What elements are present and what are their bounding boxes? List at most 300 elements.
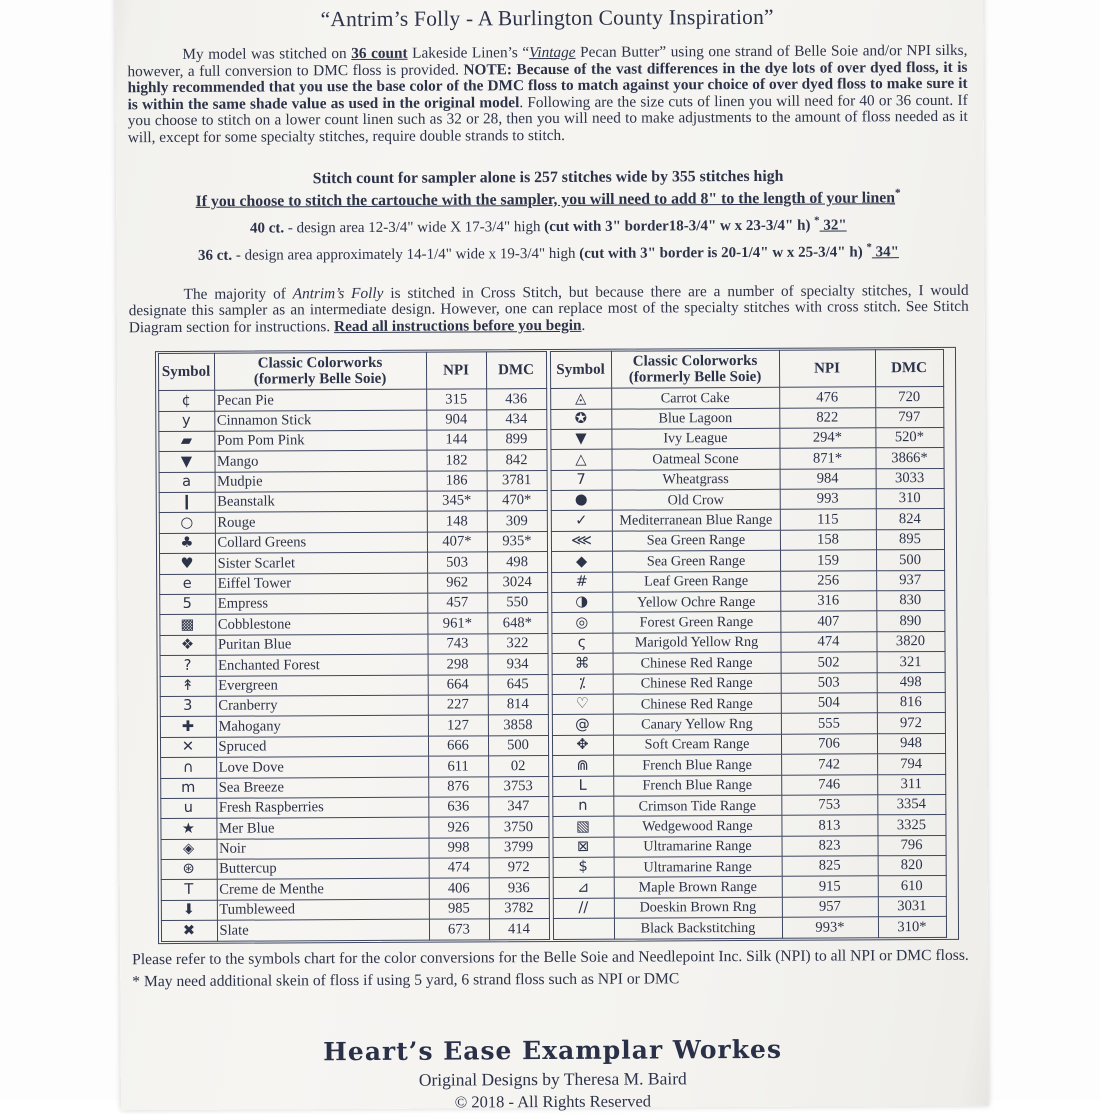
color-name-cell: Doeskin Brown Rng <box>614 897 782 918</box>
header-row <box>158 352 546 391</box>
color-name-cell: Ultramarine Range <box>614 836 782 857</box>
symbol-cell: ⊿ <box>553 878 614 899</box>
dmc-cell: 972 <box>489 858 549 879</box>
table-row <box>551 631 944 653</box>
table-row <box>160 694 548 716</box>
color-name-cell: Cobblestone <box>215 614 427 636</box>
symbol-cell: ○ <box>159 513 215 534</box>
table-row <box>160 654 548 676</box>
table-row <box>158 409 546 431</box>
colorworks-column-header <box>611 350 779 388</box>
npi-cell: 476 <box>779 387 875 408</box>
dmc-cell: 948 <box>877 733 945 754</box>
dmc-cell: 3750 <box>488 817 548 838</box>
color-name-cell: Marigold Yellow Rng <box>612 632 780 653</box>
dmc-cell: 3354 <box>877 794 945 815</box>
symbol-cell: ✥ <box>552 735 613 756</box>
text-segment: is stitched in Cross Stitch, but because there are a number of specialty stitches, I would designate this sampler as an intermediate design. However, one can replace most of the specialty stitches with cross stitch. See Stitch Diagram section for instructions. <box>128 281 969 337</box>
dmc-cell: 311 <box>877 774 945 795</box>
color-name-cell: Cinnamon Stick <box>214 410 426 432</box>
npi-cell: 503 <box>781 672 877 693</box>
dmc-cell: 824 <box>876 509 944 530</box>
symbol-cell: ∩ <box>160 757 216 778</box>
stitch-count-line: Stitch count for sampler alone is 257 stitches wide by 355 stitches high <box>312 167 784 187</box>
dmc-cell: 830 <box>876 590 944 611</box>
dmc-cell: 3866* <box>875 448 943 469</box>
dmc-cell: 610 <box>878 876 946 897</box>
color-name-cell: Mudpie <box>215 471 427 493</box>
symbol-cell: ⊠ <box>553 837 614 858</box>
symbol-cell: ⁒ <box>552 674 613 695</box>
table-row <box>551 509 944 531</box>
symbol-cell: ✓ <box>551 511 612 532</box>
header-row <box>550 350 943 389</box>
text-segment: Antrim’s Folly <box>292 284 384 303</box>
npi-cell: 823 <box>782 836 878 857</box>
npi-cell: 298 <box>428 654 488 675</box>
table-row <box>552 733 945 755</box>
table-row <box>159 470 547 492</box>
npi-cell: 144 <box>426 430 486 451</box>
symbol-cell: ⋒ <box>552 755 613 776</box>
table-row <box>552 794 945 816</box>
size-36ct-line <box>128 238 968 265</box>
color-name-cell: Chinese Red Range <box>613 693 781 714</box>
npi-cell: 926 <box>428 817 488 838</box>
npi-cell: 636 <box>428 797 488 818</box>
colorworks-header-line2: (formerly Belle Soie) <box>628 369 762 386</box>
symbol-cell: ● <box>551 490 612 511</box>
color-name-cell: Black Backstitching <box>614 918 782 939</box>
dmc-cell: 500 <box>876 550 944 571</box>
text-segment: (cut with 3" border18-3/4" w x 23-3/4" h) <box>544 217 815 235</box>
table-row <box>161 878 549 900</box>
table-row <box>551 489 944 511</box>
text-segment: Pecan Butter” using one strand of Belle Soie and/or NPI silks, however, a full conversion to DMC floss is provided. <box>127 41 968 80</box>
npi-cell: 345* <box>427 491 487 512</box>
symbol-cell: ◎ <box>551 613 612 634</box>
dmc-cell: 310* <box>878 917 946 938</box>
npi-cell: 993* <box>782 917 878 938</box>
text-segment: Read all instructions before you begin <box>333 316 582 336</box>
color-name-cell: Sister Scarlet <box>215 552 427 574</box>
symbol-cell: ⬇ <box>161 900 217 921</box>
symbol-cell: ▼ <box>158 452 214 473</box>
dmc-cell: 645 <box>488 674 548 695</box>
table-row <box>553 917 946 939</box>
npi-column-header: NPI <box>779 350 875 388</box>
dmc-cell: 3024 <box>487 572 547 593</box>
dmc-cell: 3033 <box>876 468 944 489</box>
table-row <box>159 491 547 513</box>
symbol-cell: // <box>553 898 614 919</box>
dmc-cell: 470* <box>487 491 547 512</box>
table-row <box>160 674 548 696</box>
color-name-cell: Sea Breeze <box>216 777 428 799</box>
dmc-cell: 310 <box>876 489 944 510</box>
npi-cell: 115 <box>780 509 876 530</box>
dmc-cell: 347 <box>488 796 548 817</box>
publisher-logo: Heart’s Ease Examplar Workes <box>323 1034 783 1067</box>
symbol-cell: ▼ <box>550 429 611 450</box>
table-row <box>160 715 548 737</box>
dmc-cell: 309 <box>487 511 547 532</box>
cartouche-line <box>128 186 968 211</box>
npi-column-header: NPI <box>426 352 486 389</box>
dmc-cell: 02 <box>488 756 548 777</box>
symbol-cell: u <box>160 798 216 819</box>
copyright-line: © 2018 - All Rights Reserved <box>454 1091 652 1112</box>
color-conversion-table <box>155 346 959 944</box>
table-row <box>552 713 945 735</box>
colorworks-header-line1: Classic Colorworks <box>257 354 383 372</box>
text-segment: * <box>814 214 820 227</box>
dmc-cell: 895 <box>876 529 944 550</box>
left-color-table <box>157 351 549 942</box>
color-name-cell: Blue Lagoon <box>611 408 779 429</box>
color-name-cell: Sea Green Range <box>612 530 780 551</box>
symbol-cell: ς <box>551 633 612 654</box>
npi-cell: 993 <box>780 489 876 510</box>
colorworks-column-header <box>214 352 426 390</box>
color-name-cell: Collard Greens <box>215 532 427 554</box>
color-name-cell: Love Dove <box>216 756 428 778</box>
color-name-cell: Leaf Green Range <box>612 571 780 592</box>
dmc-cell: 322 <box>487 633 547 654</box>
table-row <box>158 429 546 451</box>
dmc-cell: 498 <box>877 672 945 693</box>
dmc-cell: 500 <box>488 735 548 756</box>
table-row <box>553 876 946 898</box>
npi-cell: 474 <box>429 858 489 879</box>
npi-cell: 182 <box>426 450 486 471</box>
dmc-cell: 3820 <box>876 631 944 652</box>
right-color-table <box>549 349 946 940</box>
dmc-cell: 648* <box>487 613 547 634</box>
dmc-cell: 899 <box>486 429 546 450</box>
difficulty-paragraph <box>129 283 969 337</box>
dmc-cell: 3781 <box>487 470 547 491</box>
npi-cell: 159 <box>780 550 876 571</box>
table-row <box>553 835 946 857</box>
text-segment: 36 count <box>351 44 408 63</box>
color-name-cell: Rouge <box>215 512 427 534</box>
npi-cell: 984 <box>780 468 876 489</box>
symbol-cell: ★ <box>160 819 216 840</box>
dmc-cell: 972 <box>877 713 945 734</box>
table-row <box>551 529 944 551</box>
npi-cell: 753 <box>781 795 877 816</box>
npi-cell: 315 <box>426 389 486 410</box>
asterisk-note: * May need additional skein of floss if using 5 yard, 6 strand floss such as NPI or DMC <box>132 970 680 991</box>
color-name-cell: Creme de Menthe <box>217 879 429 901</box>
dmc-cell: 498 <box>487 552 547 573</box>
color-name-cell: Puritan Blue <box>215 634 427 656</box>
dmc-cell: 816 <box>877 692 945 713</box>
text-segment: NOTE: Because of the vast differences in the dye lots of over dyed floss, it is highly recommended that you use the base color of the DMC floss to match against your choice of over dyed floss to make sure it is within the same shade value as used in the original model <box>127 58 968 113</box>
npi-cell: 915 <box>782 876 878 897</box>
dmc-cell: 550 <box>487 593 547 614</box>
text-segment: . Following are the size cuts of linen you will need for 40 or 36 count. If you choose to stitch on a lower count linen such as 32 or 28, then you will need to make adjustments to the amount of floss needed as it will, except for some specialty stitches, require double strands to stitch. <box>127 91 968 147</box>
npi-cell: 407 <box>780 611 876 632</box>
symbol-cell: n <box>552 796 613 817</box>
text-segment: 32" <box>819 217 847 234</box>
table-row <box>550 427 943 449</box>
table-row <box>551 468 944 490</box>
dmc-cell: 936 <box>489 878 549 899</box>
npi-cell: 611 <box>428 756 488 777</box>
table-row <box>553 856 946 878</box>
color-name-cell: Carrot Cake <box>611 387 779 408</box>
table-row <box>161 837 549 859</box>
table-row <box>160 817 548 839</box>
dmc-cell: 814 <box>488 694 548 715</box>
color-name-cell: Forest Green Range <box>612 612 780 633</box>
npi-cell: 474 <box>780 632 876 653</box>
table-row <box>160 756 548 778</box>
color-name-cell: Mango <box>214 450 426 472</box>
symbols-chart-note: Please refer to the symbols chart for the color conversions for the Belle Soie and Needlepoint Inc. Silk (NPI) to all NPI or DMC floss. <box>132 946 969 969</box>
table-row <box>161 919 549 941</box>
table-row <box>551 590 944 612</box>
table-row <box>552 692 945 714</box>
table-row <box>553 896 946 918</box>
color-name-cell: Ivy League <box>611 428 779 449</box>
text-segment: 34" <box>871 244 899 261</box>
symbol-cell: ↟ <box>160 676 216 697</box>
color-name-cell: Fresh Raspberries <box>216 797 428 819</box>
npi-cell: 186 <box>427 471 487 492</box>
npi-cell: 743 <box>427 634 487 655</box>
symbol-cell <box>553 918 614 939</box>
table-row <box>160 735 548 757</box>
npi-cell: 825 <box>782 856 878 877</box>
npi-cell: 294* <box>779 428 875 449</box>
color-name-cell: Noir <box>217 838 429 860</box>
dmc-cell: 520* <box>875 427 943 448</box>
table-row <box>159 531 547 553</box>
table-row <box>552 652 945 674</box>
text-segment: (cut with 3" border is 20-1/4" w x 25-3/4" h) <box>579 244 867 262</box>
npi-cell: 504 <box>781 693 877 714</box>
npi-cell: 457 <box>427 593 487 614</box>
intro-paragraph <box>127 43 968 147</box>
dmc-cell: 436 <box>486 389 546 410</box>
npi-cell: 407* <box>427 532 487 553</box>
npi-cell: 503 <box>427 552 487 573</box>
color-name-cell: Cranberry <box>216 695 428 717</box>
dmc-cell: 414 <box>489 919 549 940</box>
color-name-cell: French Blue Range <box>613 754 781 775</box>
color-name-cell: Mahogany <box>216 716 428 738</box>
text-segment: - design area approximately 14-1/4" wide x 19-3/4" high <box>232 245 580 264</box>
dmc-cell: 796 <box>877 835 945 856</box>
color-name-cell: Chinese Red Range <box>613 652 781 673</box>
table-row <box>161 858 549 880</box>
color-name-cell: Pom Pom Pink <box>214 430 426 452</box>
dmc-cell: 3325 <box>877 815 945 836</box>
dmc-cell: 720 <box>875 387 943 408</box>
symbol-cell: ⌘ <box>552 653 613 674</box>
symbol-column-header: Symbol <box>550 351 611 388</box>
symbol-cell: ✖ <box>161 921 217 942</box>
dmc-column-header: DMC <box>875 350 943 387</box>
text-segment: 36 ct. <box>197 247 233 264</box>
table-row <box>551 570 944 592</box>
dmc-cell: 890 <box>876 611 944 632</box>
text-segment: If you choose to stitch the cartouche with the sampler, you will need to add 8" to the length of your linen <box>195 189 896 210</box>
table-row <box>550 448 943 470</box>
table-row <box>159 633 547 655</box>
color-name-cell: Old Crow <box>612 489 780 510</box>
text-segment: . <box>581 316 586 334</box>
dmc-cell: 434 <box>486 409 546 430</box>
npi-cell: 406 <box>429 878 489 899</box>
table-row <box>159 552 547 574</box>
text-segment: * <box>894 186 901 199</box>
color-name-cell: Mer Blue <box>216 817 428 839</box>
dmc-cell: 3799 <box>489 837 549 858</box>
color-name-cell: French Blue Range <box>613 775 781 796</box>
color-name-cell: Canary Yellow Rng <box>613 714 781 735</box>
color-name-cell: Pecan Pie <box>214 389 426 411</box>
table-row <box>551 550 944 572</box>
npi-cell: 822 <box>779 407 875 428</box>
color-name-cell: Eiffel Tower <box>215 573 427 595</box>
color-name-cell: Soft Cream Range <box>613 734 781 755</box>
symbol-cell: ♡ <box>552 694 613 715</box>
table-row <box>552 774 945 796</box>
dmc-cell: 3753 <box>488 776 548 797</box>
color-name-cell: Tumbleweed <box>217 899 429 921</box>
symbol-cell: 3 <box>160 696 216 717</box>
symbol-cell: ◆ <box>551 551 612 572</box>
npi-cell: 256 <box>780 570 876 591</box>
colorworks-header-line2: (formerly Belle Soie) <box>253 370 387 388</box>
table-row <box>550 387 943 409</box>
npi-cell: 957 <box>782 897 878 918</box>
color-name-cell: Evergreen <box>216 675 428 697</box>
size-40ct-line <box>128 211 968 238</box>
dmc-cell: 937 <box>876 570 944 591</box>
npi-cell: 962 <box>427 572 487 593</box>
text-segment: 40 ct. <box>249 220 285 237</box>
table-row <box>161 898 549 920</box>
colorworks-header-line1: Classic Colorworks <box>632 353 758 370</box>
symbol-cell: m <box>160 778 216 799</box>
symbol-cell: 7 <box>551 470 612 491</box>
symbol-cell: @ <box>552 715 613 736</box>
symbol-cell: ◬ <box>550 388 611 409</box>
npi-cell: 664 <box>428 674 488 695</box>
npi-cell: 227 <box>428 695 488 716</box>
symbol-cell: ✕ <box>160 737 216 758</box>
symbol-cell: ⊛ <box>161 859 217 880</box>
dmc-column-header: DMC <box>486 352 546 389</box>
symbol-cell: ¢ <box>158 390 214 411</box>
symbol-cell: ♥ <box>159 553 215 574</box>
table-row <box>160 776 548 798</box>
table-row <box>159 593 547 615</box>
color-name-cell: Ultramarine Range <box>614 856 782 877</box>
color-name-cell: Sea Green Range <box>612 551 780 572</box>
symbol-column-header: Symbol <box>158 353 214 390</box>
symbol-cell: $ <box>553 857 614 878</box>
npi-cell: 316 <box>780 591 876 612</box>
color-name-cell: Empress <box>215 593 427 615</box>
npi-cell: 746 <box>781 774 877 795</box>
npi-cell: 998 <box>429 838 489 859</box>
page-title: “Antrim’s Folly - A Burlington County Inspiration” <box>320 4 774 32</box>
dmc-cell: 935* <box>487 531 547 552</box>
color-name-cell: Chinese Red Range <box>613 673 781 694</box>
npi-cell: 673 <box>429 919 489 940</box>
symbol-cell: ◑ <box>551 592 612 613</box>
symbol-cell: T <box>161 880 217 901</box>
symbol-cell: ? <box>160 655 216 676</box>
dmc-cell: 3782 <box>489 898 549 919</box>
dmc-cell: 934 <box>488 654 548 675</box>
dmc-cell: 321 <box>877 652 945 673</box>
color-name-cell: Buttercup <box>217 858 429 880</box>
npi-cell: 555 <box>781 713 877 734</box>
symbol-cell: ◈ <box>161 839 217 860</box>
npi-cell: 813 <box>781 815 877 836</box>
color-name-cell: Beanstalk <box>215 491 427 513</box>
npi-cell: 666 <box>428 736 488 757</box>
text-segment: Vintage <box>529 43 576 62</box>
symbol-cell: ✚ <box>160 717 216 738</box>
text-segment: * <box>866 241 872 254</box>
table-row <box>160 796 548 818</box>
color-name-cell: Enchanted Forest <box>216 654 428 676</box>
color-name-cell: Slate <box>217 919 429 941</box>
dmc-cell: 842 <box>486 450 546 471</box>
npi-cell: 158 <box>780 530 876 551</box>
npi-cell: 742 <box>781 754 877 775</box>
symbol-cell: △ <box>550 449 611 470</box>
symbol-cell: ⋘ <box>551 531 612 552</box>
dmc-cell: 797 <box>875 407 943 428</box>
npi-cell: 127 <box>428 715 488 736</box>
symbol-cell: ▧ <box>552 816 613 837</box>
symbol-cell: ❙ <box>159 492 215 513</box>
npi-cell: 871* <box>779 448 875 469</box>
table-row <box>550 407 943 429</box>
color-name-cell: Crimson Tide Range <box>613 795 781 816</box>
symbol-cell: L <box>552 776 613 797</box>
symbol-cell: e <box>159 574 215 595</box>
table-row <box>158 389 546 411</box>
color-name-cell: Oatmeal Scone <box>611 449 779 470</box>
symbol-cell: ♣ <box>159 533 215 554</box>
dmc-cell: 820 <box>878 856 946 877</box>
dmc-cell: 3031 <box>878 896 946 917</box>
color-name-cell: Yellow Ochre Range <box>612 591 780 612</box>
npi-cell: 961* <box>427 613 487 634</box>
symbol-cell: ❖ <box>159 635 215 656</box>
color-name-cell: Wheatgrass <box>612 469 780 490</box>
table-row <box>552 672 945 694</box>
symbol-cell: ▰ <box>158 431 214 452</box>
table-row <box>159 511 547 533</box>
text-segment: The majority of <box>183 285 293 303</box>
table-row <box>551 611 944 633</box>
color-name-cell: Mediterranean Blue Range <box>612 510 780 531</box>
symbol-cell: a <box>159 472 215 493</box>
symbol-cell: y <box>158 411 214 432</box>
npi-cell: 876 <box>428 776 488 797</box>
